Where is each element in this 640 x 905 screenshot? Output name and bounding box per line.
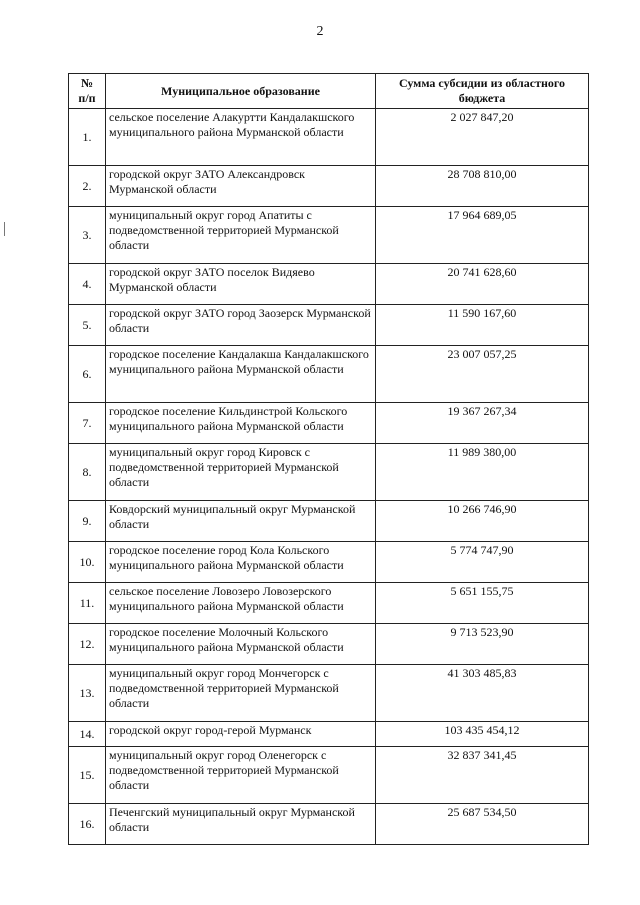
table-row <box>69 207 589 264</box>
row-number: 10. <box>69 542 106 583</box>
row-number: 4. <box>69 264 106 305</box>
row-number: 7. <box>69 403 106 444</box>
row-number: 11. <box>69 583 106 624</box>
subsidy-amount: 11 989 380,00 <box>376 444 589 501</box>
municipality-name: городское поселение город Кола Кольского муниципального района Мурманской области <box>106 542 376 583</box>
municipality-name: городское поселение Кильдинстрой Кольского муниципального района Мурманской области <box>106 403 376 444</box>
municipality-name: Ковдорский муниципальный округ Мурманской области <box>106 501 376 542</box>
row-number: 1. <box>69 109 106 166</box>
municipality-name: сельское поселение Ловозеро Ловозерского муниципального района Мурманской области <box>106 583 376 624</box>
margin-mark <box>4 222 5 236</box>
table-row <box>69 501 589 542</box>
row-number: 16. <box>69 804 106 845</box>
header-name: Муниципальное образование <box>106 74 376 109</box>
table-row <box>69 542 589 583</box>
table-row <box>69 403 589 444</box>
table-row <box>69 722 589 747</box>
table-row <box>69 109 589 166</box>
table-row <box>69 166 589 207</box>
table-row <box>69 346 589 403</box>
municipality-name: муниципальный округ город Мончегорск с подведомственной территорией Мурманской области <box>106 665 376 722</box>
subsidy-amount: 23 007 057,25 <box>376 346 589 403</box>
row-number: 14. <box>69 722 106 747</box>
row-number: 15. <box>69 747 106 804</box>
table-header-row <box>69 74 589 109</box>
table-row <box>69 747 589 804</box>
table-body <box>69 109 589 845</box>
subsidy-amount: 103 435 454,12 <box>376 722 589 747</box>
municipality-name: Печенгский муниципальный округ Мурманской области <box>106 804 376 845</box>
municipality-name: городское поселение Кандалакша Кандалакшского муниципального района Мурманской области <box>106 346 376 403</box>
subsidy-amount: 20 741 628,60 <box>376 264 589 305</box>
row-number: 2. <box>69 166 106 207</box>
municipality-name: сельское поселение Алакуртти Кандалакшского муниципального района Мурманской области <box>106 109 376 166</box>
municipality-name: городской округ ЗАТО город Заозерск Мурманской области <box>106 305 376 346</box>
row-number: 8. <box>69 444 106 501</box>
subsidy-amount: 5 651 155,75 <box>376 583 589 624</box>
table-row <box>69 264 589 305</box>
municipality-name: городской округ ЗАТО поселок Видяево Мурманской области <box>106 264 376 305</box>
row-number: 12. <box>69 624 106 665</box>
header-num: № п/п <box>69 74 106 109</box>
row-number: 3. <box>69 207 106 264</box>
header-amount: Сумма субсидии из областного бюджета <box>376 74 589 109</box>
table-row <box>69 305 589 346</box>
table-row <box>69 583 589 624</box>
subsidy-amount: 41 303 485,83 <box>376 665 589 722</box>
row-number: 13. <box>69 665 106 722</box>
subsidy-amount: 9 713 523,90 <box>376 624 589 665</box>
subsidy-amount: 10 266 746,90 <box>376 501 589 542</box>
table-row <box>69 665 589 722</box>
subsidy-amount: 17 964 689,05 <box>376 207 589 264</box>
municipality-name: городской округ ЗАТО Александровск Мурманской области <box>106 166 376 207</box>
table-row <box>69 804 589 845</box>
subsidy-amount: 5 774 747,90 <box>376 542 589 583</box>
subsidy-amount: 11 590 167,60 <box>376 305 589 346</box>
page-number: 2 <box>316 24 324 39</box>
subsidy-table <box>68 73 589 845</box>
table-row <box>69 444 589 501</box>
row-number: 6. <box>69 346 106 403</box>
municipality-name: муниципальный округ город Оленегорск с подведомственной территорией Мурманской области <box>106 747 376 804</box>
row-number: 9. <box>69 501 106 542</box>
municipality-name: городской округ город-герой Мурманск <box>106 722 376 747</box>
table-row <box>69 624 589 665</box>
subsidy-amount: 2 027 847,20 <box>376 109 589 166</box>
subsidy-amount: 32 837 341,45 <box>376 747 589 804</box>
subsidy-amount: 19 367 267,34 <box>376 403 589 444</box>
municipality-name: муниципальный округ город Кировск с подведомственной территорией Мурманской области <box>106 444 376 501</box>
row-number: 5. <box>69 305 106 346</box>
subsidy-amount: 25 687 534,50 <box>376 804 589 845</box>
municipality-name: городское поселение Молочный Кольского муниципального района Мурманской области <box>106 624 376 665</box>
municipality-name: муниципальный округ город Апатиты с подведомственной территорией Мурманской области <box>106 207 376 264</box>
subsidy-amount: 28 708 810,00 <box>376 166 589 207</box>
